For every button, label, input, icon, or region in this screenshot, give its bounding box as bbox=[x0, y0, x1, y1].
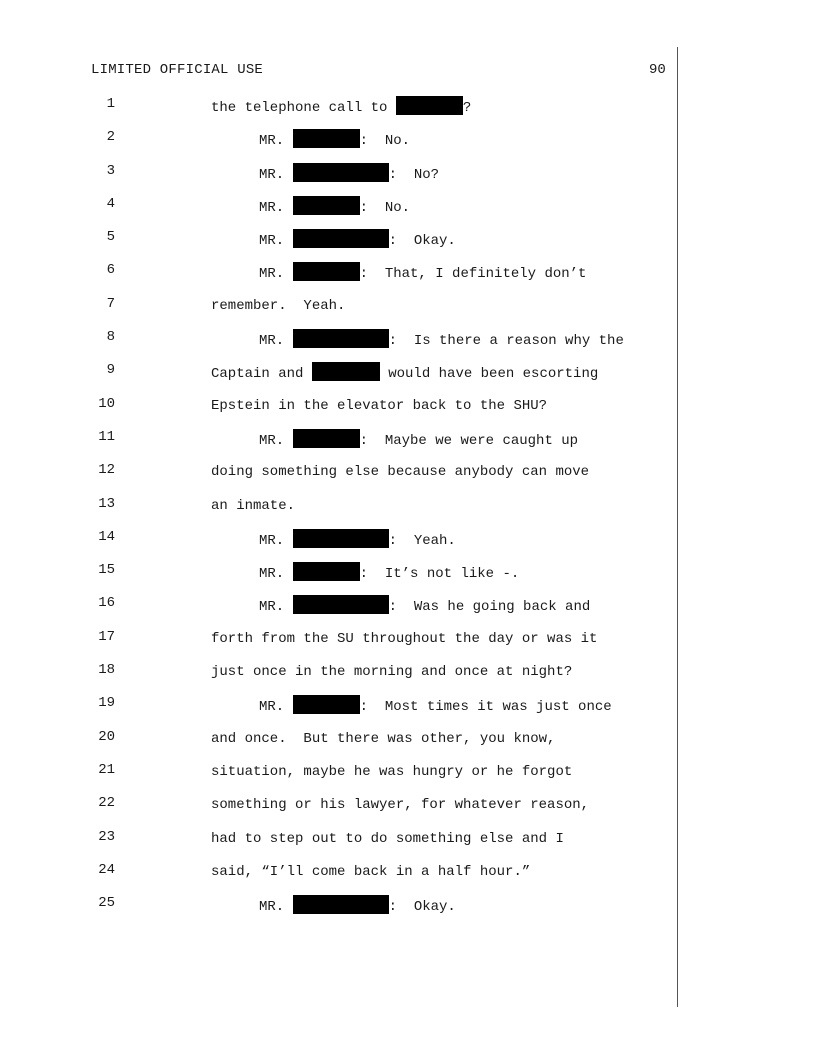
speaker-label: MR. bbox=[259, 432, 285, 449]
line-number: 18 bbox=[98, 662, 115, 679]
speaker-label: MR. bbox=[259, 699, 285, 716]
line-text: : No. bbox=[359, 133, 411, 150]
redaction-box bbox=[293, 129, 360, 148]
transcript-line bbox=[0, 826, 677, 859]
transcript-line bbox=[0, 226, 677, 259]
transcript-line bbox=[0, 759, 677, 792]
line-text: and once. But there was other, you know, bbox=[211, 730, 556, 747]
line-text: the telephone call to bbox=[211, 100, 396, 116]
speaker-label: MR. bbox=[259, 532, 285, 549]
transcript-line bbox=[0, 892, 677, 925]
line-number: 9 bbox=[106, 362, 115, 379]
transcript-line bbox=[0, 326, 677, 359]
line-text: said, “I’ll come back in a half hour.” bbox=[211, 863, 531, 880]
line-number: 25 bbox=[98, 895, 115, 912]
redaction-box bbox=[293, 262, 360, 281]
transcript-line bbox=[0, 259, 677, 292]
line-number: 12 bbox=[98, 462, 115, 479]
transcript-line bbox=[0, 726, 677, 759]
transcript-line bbox=[0, 659, 677, 692]
transcript-line bbox=[0, 160, 677, 193]
line-number: 20 bbox=[98, 728, 115, 745]
speaker-label: MR. bbox=[259, 199, 285, 216]
transcript-line bbox=[0, 293, 677, 326]
line-number: 7 bbox=[106, 295, 115, 312]
speaker-label: MR. bbox=[259, 233, 285, 250]
line-text: : Yeah. bbox=[388, 532, 456, 549]
line-text: had to step out to do something else and I bbox=[211, 830, 564, 847]
line-number: 14 bbox=[98, 528, 115, 545]
line-text: : It’s not like -. bbox=[359, 566, 520, 583]
right-margin-rule bbox=[677, 47, 678, 1007]
transcript-lines bbox=[0, 93, 677, 925]
speaker-label: MR. bbox=[259, 166, 285, 183]
redaction-box bbox=[293, 329, 389, 348]
line-text: doing something else because anybody can move bbox=[211, 464, 590, 481]
speaker-label: MR. bbox=[259, 566, 285, 583]
line-text: : No. bbox=[359, 199, 411, 216]
line-text: : Is there a reason why the bbox=[388, 333, 624, 350]
line-number: 22 bbox=[98, 795, 115, 812]
redaction-box bbox=[293, 562, 360, 581]
line-text: something or his lawyer, for whatever reason, bbox=[211, 797, 590, 814]
transcript-line bbox=[0, 859, 677, 892]
redaction-box bbox=[293, 163, 389, 182]
line-number: 21 bbox=[98, 761, 115, 778]
transcript-line bbox=[0, 426, 677, 459]
speaker-label: MR. bbox=[259, 899, 285, 916]
line-number: 11 bbox=[98, 428, 115, 445]
classification-header: LIMITED OFFICIAL USE bbox=[91, 62, 264, 78]
line-text: remember. Yeah. bbox=[211, 297, 346, 314]
transcript-line bbox=[0, 526, 677, 559]
line-text: would have been escorting bbox=[379, 366, 599, 383]
redaction-box bbox=[293, 595, 389, 614]
redaction-box bbox=[293, 529, 389, 548]
line-number: 17 bbox=[98, 628, 115, 645]
transcript-line bbox=[0, 193, 677, 226]
redaction-box bbox=[293, 895, 389, 914]
line-number: 1 bbox=[106, 96, 115, 112]
line-number: 24 bbox=[98, 861, 115, 878]
line-text: : Was he going back and bbox=[388, 599, 591, 616]
speaker-label: MR. bbox=[259, 133, 285, 150]
redaction-box bbox=[293, 695, 360, 714]
line-text: : Most times it was just once bbox=[359, 699, 612, 716]
speaker-label: MR. bbox=[259, 266, 285, 283]
line-number: 3 bbox=[106, 162, 115, 179]
redaction-box bbox=[312, 362, 380, 381]
line-number: 15 bbox=[98, 562, 115, 579]
speaker-label: MR. bbox=[259, 599, 285, 616]
line-number: 16 bbox=[98, 595, 115, 612]
line-text: just once in the morning and once at night? bbox=[211, 664, 573, 681]
line-text: : Maybe we were caught up bbox=[359, 432, 579, 449]
speaker-label: MR. bbox=[259, 333, 285, 350]
transcript-line bbox=[0, 692, 677, 725]
line-text: an inmate. bbox=[211, 497, 296, 514]
line-number: 23 bbox=[98, 828, 115, 845]
transcript-line bbox=[0, 493, 677, 526]
transcript-line bbox=[0, 592, 677, 625]
transcript-line bbox=[0, 559, 677, 592]
line-number: 8 bbox=[106, 329, 115, 346]
redaction-box bbox=[396, 96, 463, 115]
line-text: : That, I definitely don’t bbox=[359, 266, 587, 283]
transcript-line bbox=[0, 93, 677, 126]
line-text: Epstein in the elevator back to the SHU? bbox=[211, 397, 548, 414]
line-number: 13 bbox=[98, 495, 115, 512]
line-text: Captain and bbox=[211, 366, 312, 383]
line-text: forth from the SU throughout the day or was it bbox=[211, 630, 598, 647]
transcript-line bbox=[0, 459, 677, 492]
transcript-line bbox=[0, 126, 677, 159]
redaction-box bbox=[293, 196, 360, 215]
line-text: ? bbox=[462, 100, 472, 116]
transcript-line bbox=[0, 626, 677, 659]
line-number: 2 bbox=[106, 129, 115, 146]
line-number: 19 bbox=[98, 695, 115, 712]
transcript-line bbox=[0, 359, 677, 392]
transcript-line bbox=[0, 393, 677, 426]
line-text: : No? bbox=[388, 166, 440, 183]
line-number: 4 bbox=[106, 195, 115, 212]
redaction-box bbox=[293, 229, 389, 248]
line-text: situation, maybe he was hungry or he forgot bbox=[211, 763, 573, 780]
line-text: : Okay. bbox=[388, 233, 456, 250]
line-number: 6 bbox=[106, 262, 115, 279]
page-number: 90 bbox=[649, 62, 666, 78]
transcript-line bbox=[0, 792, 677, 825]
line-text: : Okay. bbox=[388, 899, 456, 916]
line-number: 10 bbox=[98, 395, 115, 412]
line-number: 5 bbox=[106, 229, 115, 246]
redaction-box bbox=[293, 429, 360, 448]
